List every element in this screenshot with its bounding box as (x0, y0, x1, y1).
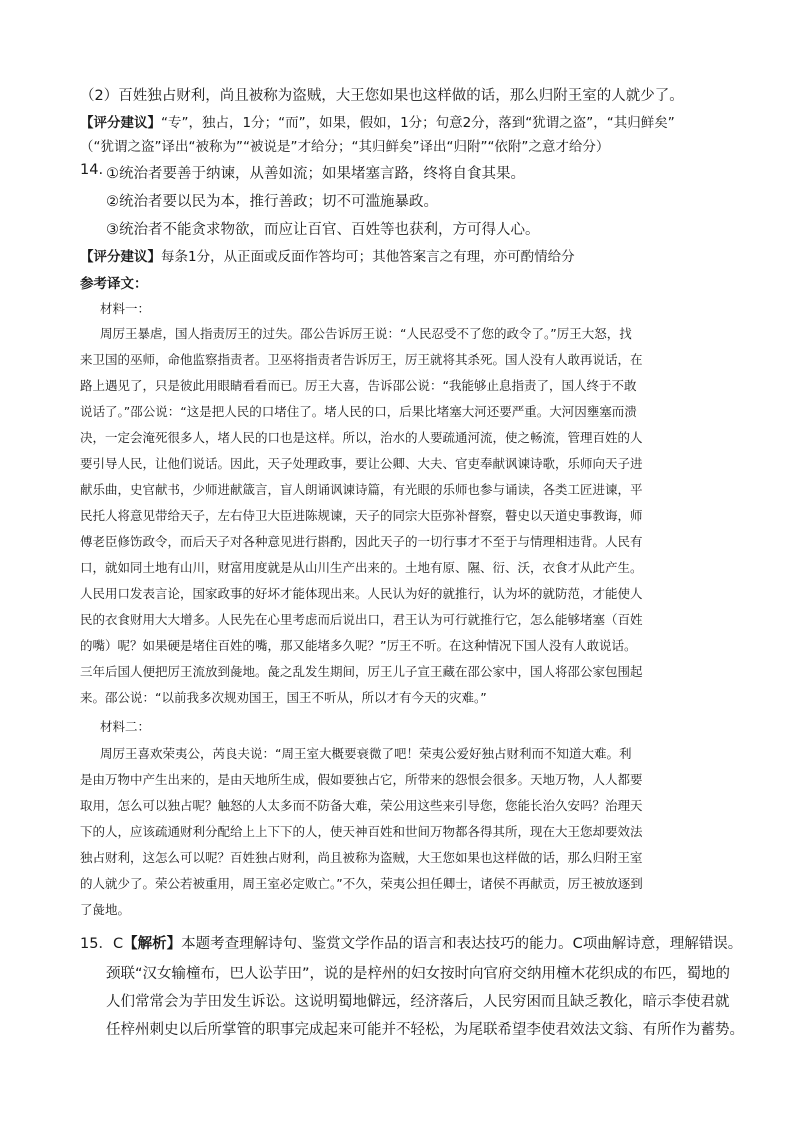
paragraph-line: 来。邵公说：“以前我多次规劝国王，国王不听从，所以才有今天的灾难。” (80, 690, 487, 705)
paragraph-line: 的人就少了。荣公若被重用，周王室必定败亡。”不久，荣夷公担任卿士，诸侯不再献贡，厉王被放逐到 (80, 876, 643, 891)
paragraph-line: 人民用口发表言论，国家政事的好坏才能体现出来。人民认为好的就推行，认为坏的就防范，才能使人 (80, 586, 643, 601)
paragraph-line: 口，就如同土地有山川，财富用度就是从山川生产出来的。土地有原、隰、衍、沃，衣食才从此产生。 (80, 560, 643, 575)
paragraph-line: 民托人将意见带给天子，左右侍卫大臣进陈规谏，天子的同宗大臣弥补督察，瞽史以天道史事教诲，师 (80, 508, 643, 523)
scoring-note-14 (80, 245, 575, 265)
paragraph-line: 周厉王喜欢荣夷公，芮良夫说：“周王室大概要衰微了吧！荣夷公爱好独占财利而不知道大难。利 (100, 746, 632, 761)
answer-15-line: 颈联“汉女输橦布，巴人讼芋田”，说的是梓州的妇女按时向官府交纳用橦木花织成的布匹，蜀地的 (106, 966, 731, 982)
paragraph-line: 献乐曲，史官献书，少师进献箴言，盲人朗诵讽谏诗篇，有光眼的乐师也参与诵读，各类工匠进谏，平 (80, 482, 643, 497)
paragraph-line: 路上遇见了，只是彼此用眼睛看看而已。厉王大喜，告诉邵公说：“我能够止息指责了，国人终于不敢 (80, 378, 637, 393)
scoring-label: 【评分建议】 (80, 115, 161, 131)
answer-15-line: 任梓州刺史以后所掌管的职事完成起来可能并不轻松，为尾联希望李使君效法文翁、有所作为蓄势。 (106, 1022, 744, 1038)
paragraph-line: 的嘴）呢？如果硬是堵住百姓的嘴，那又能堵多久呢？”厉王不听。在这种情况下国人没有人敢说话。 (80, 638, 637, 653)
answer-15-heading (80, 932, 742, 953)
reference-translation-heading: 参考译文： (80, 276, 148, 292)
paragraph-line: 周厉王暴虐，国人指责厉王的过失。邵公告诉厉王说：“人民忍受不了您的政令了。”厉王大怒，找 (100, 326, 632, 341)
material-1-label: 材料一： (100, 301, 151, 316)
paragraph-line: 了彘地。 (80, 902, 131, 917)
scoring-label: 【评分建议】 (80, 249, 161, 265)
scoring-note-13-detail: （“犹谓之盗”译出“被称为”“被说是”才给分；“其归鲜矣”译出“归附”“依附”之意才给分） (80, 139, 610, 155)
paragraph-line: 要引导人民，让他们说话。因此，天子处理政事，要让公卿、大夫、官吏奉献讽谏诗歌，乐师向天子进 (80, 456, 643, 471)
analysis-text: 本题考查理解诗句、鉴赏文学作品的语言和表达技巧的能力。C项曲解诗意，理解错误。 (181, 936, 743, 952)
answer-13-translation: （2）百姓独占财利，尚且被称为盗贼，大王您如果也这样做的话，那么归附王室的人就少了。 (80, 88, 684, 104)
answer-15-line: 人们常常会为芋田发生诉讼。这说明蜀地僻远，经济落后，人民穷困而且缺乏教化，暗示李使君就 (106, 994, 730, 1010)
paragraph-line: 决，一定会淹死很多人，堵人民的口也是这样。所以，治水的人要疏通河流，使之畅流，管理百姓的人 (80, 430, 643, 445)
paragraph-line: 民的衣食财用大大增多。人民先在心里考虑而后说出口，君王认为可行就推行它，怎么能够堵塞（百姓 (80, 612, 643, 627)
answer-14-point-3: ③统治者不能贪求物欲，而应让百官、百姓等也获利，方可得人心。 (106, 222, 540, 238)
paragraph-line: 是由万物中产生出来的，是由天地所生成，假如要独占它，所带来的怨恨会很多。天地万物，人人都要 (80, 772, 643, 787)
paragraph-line: 独占财利，这怎么可以呢？百姓独占财利，尚且被称为盗贼，大王您如果也这样做的话，那么归附王室 (80, 850, 643, 865)
paragraph-line: 傅老臣修饬政令，而后天子对各种意见进行斟酌，因此天子的一切行事才不至于与情理相违背。人民有 (80, 534, 643, 549)
paragraph-line: 来卫国的巫师，命他监察指责者。卫巫将指责者告诉厉王，厉王就将其杀死。国人没有人敢再说话，在 (80, 352, 643, 367)
analysis-label: 【解析】 (123, 936, 182, 952)
paragraph-line: 说话了。”邵公说：“这是把人民的口堵住了。堵人民的口，后果比堵塞大河还要严重。大河因壅塞而溃 (80, 404, 637, 419)
scoring-note-13 (80, 111, 675, 131)
paragraph-line: 三年后国人便把厉王流放到彘地。彘之乱发生期间，厉王儿子宣王藏在邵公家中，国人将邵公家包围起 (80, 664, 643, 679)
material-2-label: 材料二： (100, 719, 151, 734)
answer-14-number: 14. (80, 162, 104, 178)
answer-14-point-1: ①统治者要善于纳谏，从善如流；如果堵塞言路，终将自食其果。 (106, 166, 525, 182)
paragraph-line: 下的人，应该疏通财利分配给上上下下的人，使天神百姓和世间万物都各得其所，现在大王您却要效法 (80, 824, 643, 839)
paragraph-line: 取用，怎么可以独占呢？触怒的人太多而不防备大难，荣公用这些来引导您，您能长治久安吗？治理天 (80, 798, 643, 813)
scoring-text: 每条1分，从正面或反面作答均可；其他答案言之有理，亦可酌情给分 (161, 249, 575, 265)
answer-14-point-2: ②统治者要以民为本，推行善政；切不可滥施暴政。 (106, 194, 438, 210)
scoring-text: “专”，独占，1分；“而”，如果，假如，1分；句意2分，落到“犹谓之盗”，“其归鲜矣” (161, 115, 675, 131)
answer-15-choice: 15．C (80, 936, 124, 952)
